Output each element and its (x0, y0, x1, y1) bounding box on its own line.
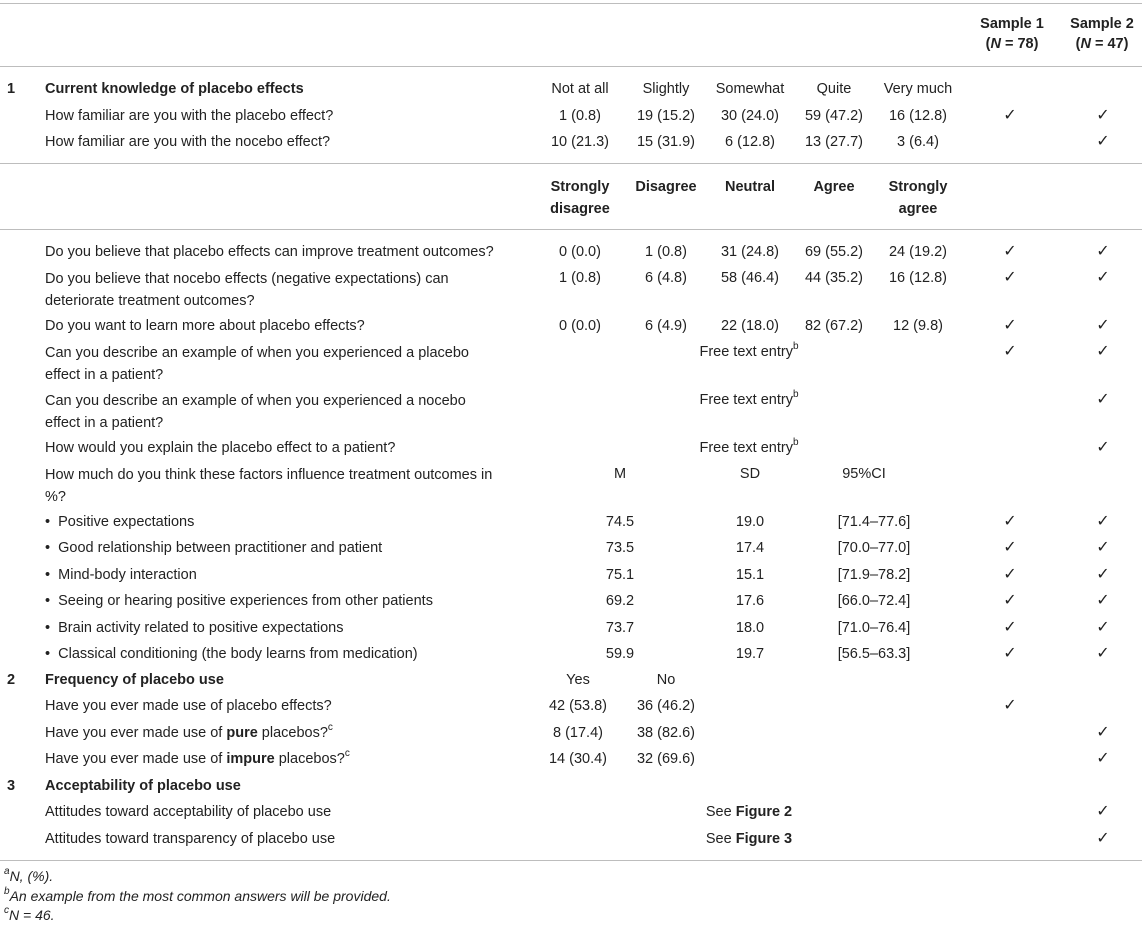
check-icon: ✓ (1096, 619, 1110, 636)
cell: 30 (24.0) (720, 108, 780, 124)
cell: 36 (46.2) (636, 698, 696, 714)
cell: 3 (6.4) (897, 134, 939, 150)
cell: 38 (82.6) (636, 725, 696, 741)
check-icon: ✓ (1096, 243, 1110, 260)
cell: 44 (35.2) (804, 270, 864, 286)
sample1-header: Sample 1 (N = 78) (980, 16, 1044, 52)
col-sd: SD (739, 466, 761, 482)
cell: 22 (18.0) (720, 318, 780, 334)
check-icon: ✓ (1003, 619, 1017, 636)
check-icon: ✓ (1096, 830, 1110, 847)
cell: 6 (4.9) (645, 318, 687, 334)
row-label: Have you ever made use of impure placebos?$^c$ (45, 748, 350, 767)
check-icon: ✓ (1003, 645, 1017, 662)
footnote-c: $^c$N = 46. (4, 905, 55, 923)
row-label: How familiar are you with the nocebo effect? (45, 134, 331, 150)
list-item: • Good relationship between practitioner and patient (45, 540, 383, 556)
cell: [71.4–77.6] (837, 514, 911, 530)
row-label: Can you describe an example of when you experienced a nocebo effect in a patient? (45, 393, 466, 431)
figure-reference: See Figure 3 (705, 831, 793, 847)
check-icon: ✓ (1003, 243, 1017, 260)
cell: 24 (19.2) (888, 244, 948, 260)
scale-quite: Quite (816, 81, 852, 97)
figure-reference: See Figure 2 (705, 804, 793, 820)
cell: 0 (0.0) (559, 244, 601, 260)
scale-strongly-agree: Strongly agree (888, 179, 948, 217)
check-icon: ✓ (1096, 391, 1110, 408)
check-icon: ✓ (1096, 645, 1110, 662)
cell: 16 (12.8) (888, 270, 948, 286)
cell: 14 (30.4) (548, 751, 608, 767)
cell: [70.0–77.0] (837, 540, 911, 556)
row-label: Do you want to learn more about placebo effects? (45, 318, 365, 334)
list-item: • Positive expectations (45, 514, 195, 530)
check-icon: ✓ (1003, 107, 1017, 124)
cell: 16 (12.8) (888, 108, 948, 124)
check-icon: ✓ (1096, 343, 1110, 360)
cell: 12 (9.8) (893, 318, 943, 334)
section3-title: Acceptability of placebo use (45, 778, 241, 794)
col-yes: Yes (566, 672, 590, 688)
list-item: • Seeing or hearing positive experiences from other patients (45, 593, 433, 609)
cell: 6 (4.8) (645, 270, 687, 286)
cell: 73.5 (605, 540, 635, 556)
cell: 8 (17.4) (553, 725, 603, 741)
sample2-header: Sample 2 (N = 47) (1070, 16, 1134, 52)
cell: [71.9–78.2] (837, 567, 911, 583)
cell: 42 (53.8) (548, 698, 608, 714)
free-text-entry: Free text entry$^b$ (699, 341, 799, 360)
row-label: Attitudes toward acceptability of placebo use (45, 804, 332, 820)
table-bottom-rule (0, 860, 1142, 861)
row-label: How would you explain the placebo effect to a patient? (45, 440, 396, 456)
check-icon: ✓ (1003, 343, 1017, 360)
row-label: Have you ever made use of placebo effects? (45, 698, 332, 714)
list-item: • Classical conditioning (the body learns from medication) (45, 646, 418, 662)
check-icon: ✓ (1003, 539, 1017, 556)
cell: 73.7 (605, 620, 635, 636)
cell: 15 (31.9) (636, 134, 696, 150)
scale-disagree: Disagree (635, 179, 697, 195)
cell: [56.5–63.3] (837, 646, 911, 662)
cell: 74.5 (605, 514, 635, 530)
cell: 59 (47.2) (804, 108, 864, 124)
free-text-entry: Free text entry$^b$ (699, 437, 799, 456)
table-top-rule (0, 3, 1142, 4)
scale-very-much: Very much (883, 81, 953, 97)
free-text-entry: Free text entry$^b$ (699, 389, 799, 408)
check-icon: ✓ (1096, 750, 1110, 767)
scale-neutral: Neutral (725, 179, 775, 195)
list-item: • Mind-body interaction (45, 567, 197, 583)
check-icon: ✓ (1096, 133, 1110, 150)
scale-not-at-all: Not at all (551, 81, 609, 97)
cell: 17.6 (735, 593, 765, 609)
check-icon: ✓ (1096, 513, 1110, 530)
check-icon: ✓ (1096, 539, 1110, 556)
header-rule (0, 66, 1142, 67)
section1-number: 1 (7, 81, 16, 97)
cell: 69.2 (605, 593, 635, 609)
row-label: How familiar are you with the placebo effect? (45, 108, 334, 124)
scale-agree: Agree (813, 179, 855, 195)
cell: 17.4 (735, 540, 765, 556)
section2-title: Frequency of placebo use (45, 672, 224, 688)
check-icon: ✓ (1096, 269, 1110, 286)
check-icon: ✓ (1096, 592, 1110, 609)
cell: 19.0 (735, 514, 765, 530)
cell: 58 (46.4) (720, 270, 780, 286)
cell: 13 (27.7) (804, 134, 864, 150)
check-icon: ✓ (1096, 803, 1110, 820)
scale-slightly: Slightly (642, 81, 690, 97)
col-no: No (656, 672, 676, 688)
cell: 0 (0.0) (559, 318, 601, 334)
row-label: Can you describe an example of when you experienced a placebo effect in a patient? (45, 345, 469, 383)
cell: 10 (21.3) (550, 134, 610, 150)
cell: 19 (15.2) (636, 108, 696, 124)
row-label: Have you ever made use of pure placebos?$^c$ (45, 722, 333, 741)
check-icon: ✓ (1003, 513, 1017, 530)
cell: 15.1 (735, 567, 765, 583)
check-icon: ✓ (1096, 317, 1110, 334)
cell: 1 (0.8) (559, 270, 601, 286)
check-icon: ✓ (1003, 592, 1017, 609)
check-icon: ✓ (1003, 566, 1017, 583)
col-ci: 95%CI (842, 466, 886, 482)
cell: 18.0 (735, 620, 765, 636)
col-m: M (613, 466, 627, 482)
scale-somewhat: Somewhat (715, 81, 785, 97)
check-icon: ✓ (1003, 269, 1017, 286)
section1-title: Current knowledge of placebo effects (45, 81, 304, 97)
check-icon: ✓ (1096, 566, 1110, 583)
cell: [71.0–76.4] (837, 620, 911, 636)
row-label: How much do you think these factors influence treatment outcomes in %? (45, 467, 493, 505)
agree-header-rule (0, 229, 1142, 230)
cell: 75.1 (605, 567, 635, 583)
cell: 1 (0.8) (559, 108, 601, 124)
check-icon: ✓ (1096, 107, 1110, 124)
cell: 82 (67.2) (804, 318, 864, 334)
scale-strongly-disagree: Strongly disagree (550, 179, 610, 217)
section2-number: 2 (7, 672, 16, 688)
list-item: • Brain activity related to positive expectations (45, 620, 344, 636)
footnote-b: $^b$An example from the most common answers will be provided. (4, 886, 391, 904)
row-label: Do you believe that nocebo effects (negative expectations) can deteriorate treatment outcomes? (45, 271, 449, 309)
cell: 6 (12.8) (725, 134, 775, 150)
cell: [66.0–72.4] (837, 593, 911, 609)
section-rule (0, 163, 1142, 164)
section3-number: 3 (7, 778, 16, 794)
cell: 69 (55.2) (804, 244, 864, 260)
cell: 31 (24.8) (720, 244, 780, 260)
cell: 59.9 (605, 646, 635, 662)
cell: 32 (69.6) (636, 751, 696, 767)
check-icon: ✓ (1003, 317, 1017, 334)
check-icon: ✓ (1096, 724, 1110, 741)
check-icon: ✓ (1003, 697, 1017, 714)
check-icon: ✓ (1096, 439, 1110, 456)
cell: 1 (0.8) (645, 244, 687, 260)
footnote-a: $^a$N, (%). (4, 866, 54, 884)
cell: 19.7 (735, 646, 765, 662)
row-label: Do you believe that placebo effects can improve treatment outcomes? (45, 244, 494, 260)
row-label: Attitudes toward transparency of placebo use (45, 831, 336, 847)
